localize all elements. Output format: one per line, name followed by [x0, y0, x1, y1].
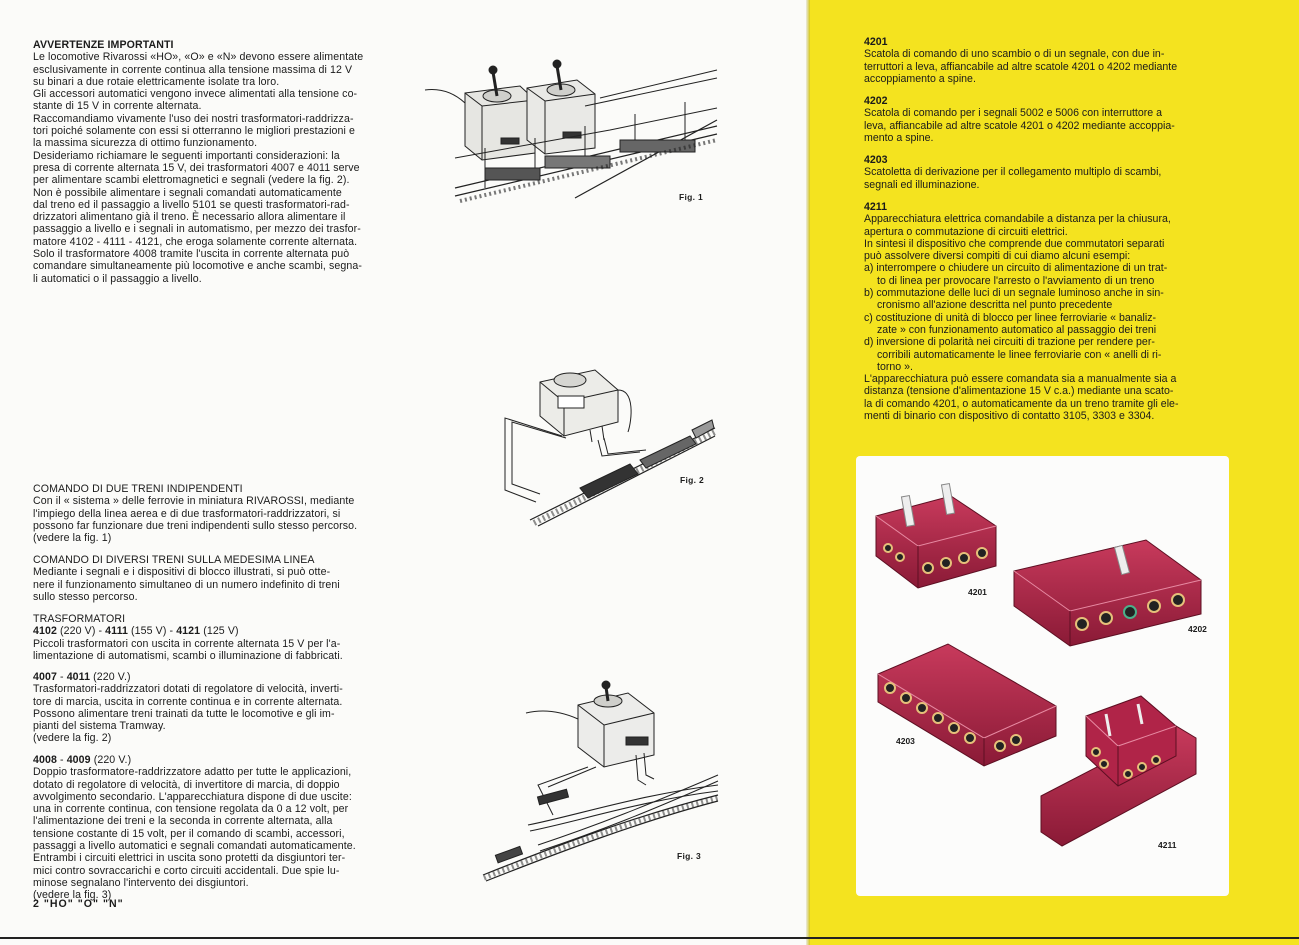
text-line: Possono alimentare treni trainati da tutte le locomotive e gli im-: [33, 707, 335, 720]
list-line: c) costituzione di unità di blocco per linee ferroviarie « banaliz-: [864, 311, 1157, 324]
transformers-group2-heading: [33, 671, 405, 683]
code: 4007: [33, 671, 57, 683]
figure-2-caption: Fig. 2: [680, 475, 704, 485]
text-line: per alimentare scambi elettromagnetici e segnali (vedere la fig. 2).: [33, 174, 350, 187]
product-4203: [864, 154, 1228, 191]
separator: -: [56, 671, 67, 683]
photo-label-4211: 4211: [1158, 840, 1177, 850]
text-line: nere il funzionamento simultaneo di un numero indefinito di treni: [33, 578, 340, 591]
text-line: Raccomandiamo vivamente l'uso dei nostri trasformatori-raddrizza-: [33, 112, 354, 125]
product-4201: [864, 36, 1228, 85]
box-4201: [876, 484, 996, 588]
text-line: Scatoletta di derivazione per il collegamento multiplo di scambi,: [864, 166, 1162, 179]
text-line: limentazione di automatismi, scambi o illuminazione di fabbricati.: [33, 649, 343, 662]
figure-1-caption: Fig. 1: [679, 192, 703, 202]
text-line: l'impiego della linea aerea e di due trasformatori-raddrizzatori, si: [33, 507, 341, 520]
list-line: b) commutazione delle luci di un segnale luminoso anche in sin-: [864, 287, 1164, 300]
text-line: segnali ed illuminazione.: [864, 178, 980, 191]
list-line: to di linea per provocare l'arresto o l'avviamento di un treno: [877, 274, 1155, 287]
photo-label-4202: 4202: [1188, 624, 1207, 634]
text-line: stante di 15 V in corrente alternata.: [33, 100, 202, 113]
several-trains-title: COMANDO DI DIVERSI TRENI SULLA MEDESIMA LINEA: [33, 554, 315, 566]
list-line: zate » con funzionamento automatico al passaggio dei treni: [877, 323, 1157, 336]
text-line: tensione costante di 15 volt, per il comando di scambi, accessori,: [33, 827, 345, 840]
voltage: (155 V) -: [127, 625, 177, 638]
text-line: Doppio trasformatore-raddrizzatore adatto per tutte le applicazioni,: [33, 766, 352, 779]
two-trains-title: COMANDO DI DUE TRENI INDIPENDENTI: [33, 483, 243, 495]
list-line: cronismo all'azione descritta nel punto precedente: [877, 299, 1113, 312]
text-line: Scatola di comando di uno scambio o di un segnale, con due in-: [864, 48, 1165, 61]
text-line: In sintesi il dispositivo che comprende due commutatori separati: [864, 237, 1165, 250]
two-trains-section: [33, 483, 405, 544]
text-line: Entrambi i circuiti elettrici in uscita sono protetti da disgiuntori ter-: [33, 852, 346, 865]
figure-2-illustration: [500, 360, 720, 530]
box-4211: [1041, 696, 1196, 846]
text-line: esclusivamente in corrente continua alla tensione massima di 12 V: [33, 63, 353, 76]
text-line: drizzatori alimentano già il treno. È necessario allora alimentare il: [33, 211, 346, 224]
list-line: corribili automaticamente le linee ferroviarie con « anelli di ri-: [877, 348, 1162, 361]
text-line: menti di binario con dispositivo di contatto 3105, 3303 e 3304.: [864, 410, 1155, 423]
text-line: tore di marcia, uscita in corrente continua e in corrente alternata.: [33, 695, 343, 708]
text-line: pianti del sistema Tramway.: [33, 720, 166, 733]
text-line: comandare simultaneamente più locomotive e anche scambi, segna-: [33, 260, 362, 273]
bottom-border: [0, 937, 1299, 939]
text-line: Mediante i segnali e i dispositivi di blocco illustrati, si può otte-: [33, 566, 331, 579]
text-line: apertura o commutazione di circuiti elettrici.: [864, 225, 1068, 238]
box-4203: [878, 644, 1056, 766]
text-line: L'apparecchiatura può essere comandata sia a manualmente sia a: [864, 373, 1177, 386]
text-line: terruttori a leva, affiancabile ad altre scatole 4201 o 4202 mediante: [864, 60, 1178, 73]
box-4202: [1014, 540, 1201, 646]
text-line: la di comando 4201, o automaticamente da un treno tramite gli ele-: [864, 397, 1179, 410]
text-line: tori poiché solamente con essi si otterranno le migliori prestazioni e: [33, 125, 356, 138]
text-line: distanza (tensione d'alimentazione 15 V c.a.) mediante una scato-: [864, 385, 1174, 398]
code: 4121: [176, 625, 201, 638]
text-line: sullo stesso percorso.: [33, 590, 138, 603]
text-line: Desideriamo richiamare le seguenti importanti considerazioni: la: [33, 149, 340, 162]
product-code: 4201: [864, 36, 888, 48]
text-line: leva, affiancabile ad altre scatole 4201 o 4202 mediante accoppia-: [864, 119, 1175, 132]
code: 4011: [66, 671, 91, 683]
text-line: una in corrente continua, con tensione regolata da 0 a 12 volt, per: [33, 803, 349, 816]
text-line: passaggio a livello e i segnali in automatismo, per mezzo dei trasfor-: [33, 223, 361, 236]
separator: -: [56, 754, 67, 766]
text-line: Non è possibile alimentare i segnali comandati automaticamente: [33, 186, 342, 199]
text-line: può assolvere diversi compiti di cui diamo alcuni esempi:: [864, 250, 1131, 263]
text-line: (vedere la fig. 2): [33, 732, 112, 745]
text-line: mici contro sovraccarichi e corto circuiti accidentali. Due spie lu-: [33, 864, 340, 877]
transformers-group3-heading: [33, 754, 405, 766]
transformers-group2: [33, 671, 405, 745]
text-line: su binari a due rotaie elettricamente isolate tra loro.: [33, 75, 280, 88]
product-code: 4211: [864, 201, 887, 213]
text-line: accoppiamento a spine.: [864, 72, 976, 85]
voltage: (220 V.): [90, 754, 132, 766]
text-line: Solo il trasformatore 4008 tramite l'uscita in corrente alternata può: [33, 248, 350, 261]
text-line: matore 4102 - 4111 - 4121, che eroga solamente corrente alternata.: [33, 235, 358, 248]
code: 4009: [66, 754, 91, 766]
figure-1-illustration: [425, 48, 725, 208]
voltage: (125 V): [200, 625, 239, 638]
page-fold: [806, 0, 810, 945]
list-line: d) inversione di polarità nei circuiti di trazione per rendere per-: [864, 336, 1155, 349]
code: 4008: [33, 754, 57, 766]
text-line: la massima sicurezza di ottimo funzionamento.: [33, 137, 258, 150]
text-line: dal treno ed il passaggio a livello 5101 se questi trasformatori-rad-: [33, 198, 350, 211]
voltage: (220 V) -: [56, 625, 106, 638]
text-line: Scatola di comando per i segnali 5002 e 5006 con interruttore a: [864, 107, 1162, 120]
text-line: Gli accessori automatici vengono invece alimentati alla tensione co-: [33, 88, 358, 101]
text-line: (vedere la fig. 1): [33, 532, 112, 545]
list-line: a) interrompere o chiudere un circuito di alimentazione di un trat-: [864, 262, 1168, 275]
product-code: 4203: [864, 154, 888, 166]
transformers-group3: [33, 754, 405, 902]
warnings-section: [33, 39, 405, 285]
text-line: mento a spine.: [864, 131, 934, 144]
code: 4102: [33, 625, 57, 638]
text-line: l'alimentazione dei treni e la seconda in corrente alternata, alla: [33, 815, 333, 828]
text-line: Piccoli trasformatori con uscita in corrente alternata 15 V per l'a-: [33, 637, 341, 650]
warnings-title: AVVERTENZE IMPORTANTI: [33, 39, 174, 51]
voltage: (220 V.): [90, 671, 131, 683]
text-line: minose segnalano l'intervento dei disgiuntori.: [33, 876, 249, 889]
photo-label-4203: 4203: [896, 736, 915, 746]
text-line: (vedere la fig. 3): [33, 889, 112, 902]
transformers-title: TRASFORMATORI: [33, 613, 126, 625]
list-line: torno ».: [877, 360, 913, 373]
text-line: dotato di regolatore di velocità, di invertitore di marcia, di doppio: [33, 778, 340, 791]
several-trains-section: [33, 554, 405, 603]
text-line: possono far funzionare due treni indipendenti sullo stesso percorso.: [33, 519, 358, 532]
text-line: Apparecchiatura elettrica comandabile a distanza per la chiusura,: [864, 213, 1171, 226]
text-line: avvolgimento secondario. L'apparecchiatura dispone di due uscite:: [33, 790, 352, 803]
figure-3-caption: Fig. 3: [677, 851, 701, 861]
code: 4111: [105, 625, 128, 638]
transformers-section: [33, 613, 405, 662]
photo-label-4201: 4201: [968, 587, 987, 597]
page-footer: 2 "HO" "O" "N": [33, 898, 124, 910]
product-4202: [864, 95, 1228, 144]
text-line: li automatici o il passaggio a livello.: [33, 272, 202, 285]
product-photo-illustration: [856, 456, 1229, 896]
text-line: Con il « sistema » delle ferrovie in miniatura RIVAROSSI, mediante: [33, 495, 355, 508]
text-line: presa di corrente alternata 15 V, dei trasformatori 4007 e 4011 serve: [33, 161, 360, 174]
text-line: Le locomotive Rivarossi «HO», «O» e «N» devono essere alimentate: [33, 51, 364, 64]
product-code: 4202: [864, 95, 888, 107]
transformers-group1-heading: [33, 625, 405, 637]
text-line: passaggi a livello automatici e segnali comandati automaticamente.: [33, 840, 356, 853]
text-line: Trasformatori-raddrizzatori dotati di regolatore di velocità, inverti-: [33, 683, 343, 696]
product-4211: [864, 201, 1228, 422]
